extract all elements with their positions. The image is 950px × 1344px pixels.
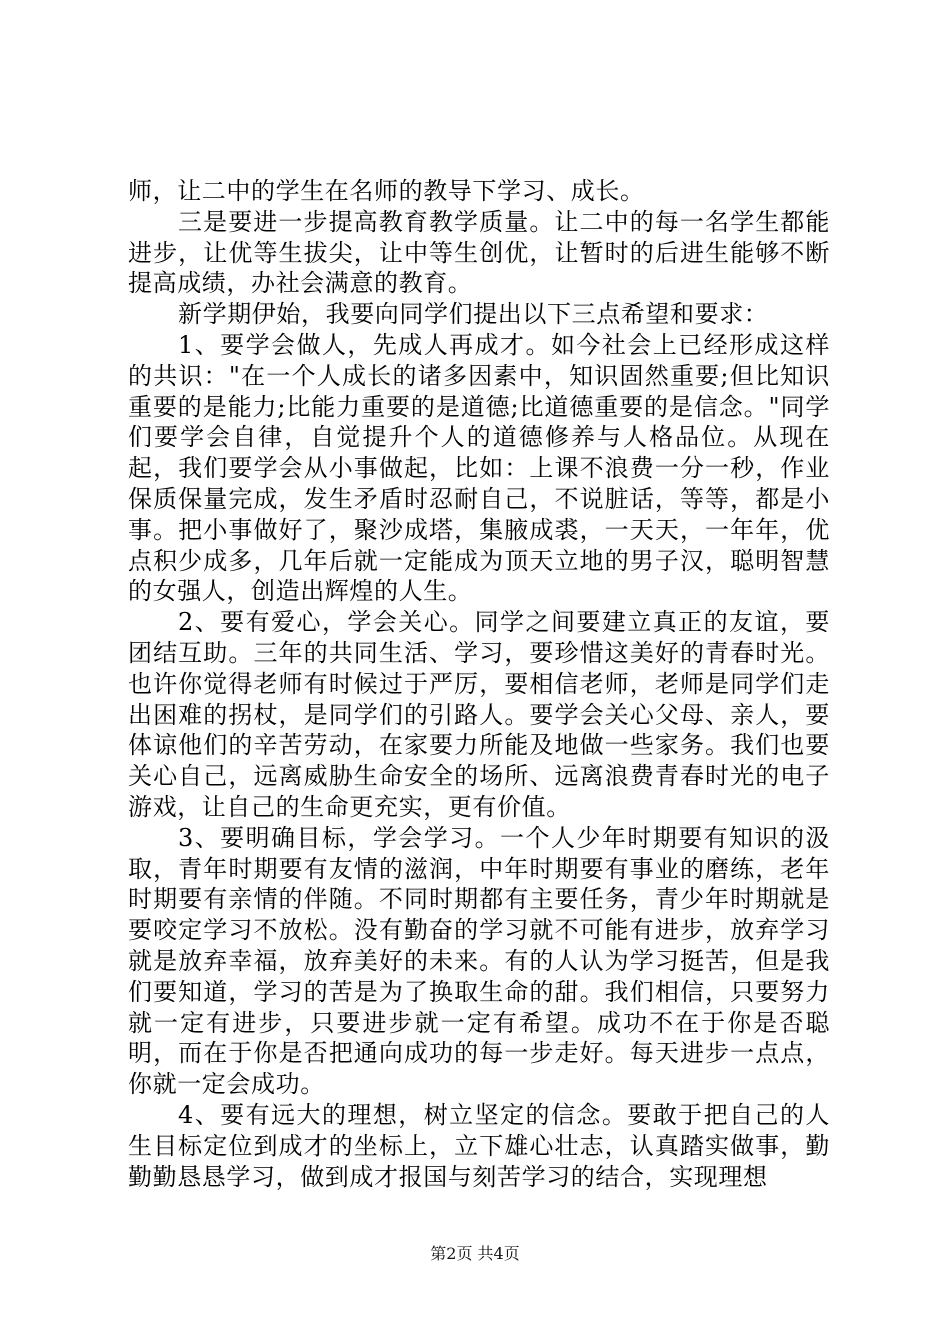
paragraph-requirement-4: 4、要有远大的理想，树立坚定的信念。要敢于把自己的人生目标定位到成才的坐标上，立下雄心壮志，认真踏实做事，勤勤勤恳恳学习，做到成才报国与刻苦学习的结合，实现理想: [128, 1100, 830, 1191]
paragraph-requirement-1: 1、要学会做人，先成人再成才。如今社会上已经形成这样的共识："在一个人成长的诸多因素中，知识固然重要;但比知识重要的是能力;比能力重要的是道德;比道德重要的是信念。"同学们要学会自律，自觉提升个人的道德修养与人格品位。从现在起，我们要学会从小事做起，比如：上课不浪费一分一秒，作业保质保量完成，发生矛盾时忍耐自己，不说脏话，等等，都是小事。把小事做好了，聚沙成塔，集腋成裘，一天天，一年年，优点积少成多，几年后就一定能成为顶天立地的男子汉，聪明智慧的女强人，创造出辉煌的人生。: [128, 330, 830, 606]
paragraph-requirement-2: 2、要有爱心，学会关心。同学之间要建立真正的友谊，要团结互助。三年的共同生活、学习，要珍惜这美好的青春时光。也许你觉得老师有时候过于严厉，要相信老师，老师是同学们走出困难的拐杖，是同学们的引路人。要学会关心父母、亲人，要体谅他们的辛苦劳动，在家要力所能及地做一些家务。我们也要关心自己，远离威胁生命安全的场所、远离浪费青春时光的电子游戏，让自己的生命更充实，更有价值。: [128, 608, 830, 821]
paragraph-intro-requirements: 新学期伊始，我要向同学们提出以下三点希望和要求：: [178, 300, 769, 329]
paragraph-point-three: 三是要进一步提高教育教学质量。让二中的每一名学生都能进步，让优等生拔尖，让中等生创优，让暂时的后进生能够不断提高成绩，办社会满意的教育。: [128, 207, 830, 298]
page-footer: 第2页 共4页: [430, 1244, 520, 1263]
paragraph-continuation: 师，让二中的学生在名师的教导下学习、成长。: [128, 177, 645, 205]
paragraph-requirement-3: 3、要明确目标，学会学习。一个人少年时期要有知识的汲取，青年时期要有友情的滋润，中年时期要有事业的磨练，老年时期要有亲情的伴随。不同时期都有主要任务，青少年时期就是要咬定学习不放松。没有勤奋的学习就不可能有进步，放弃学习就是放弃幸福，放弃美好的未来。有的人认为学习挺苦，但是我们要知道，学习的苦是为了换取生命的甜。我们相信，只要努力就一定有进步，只要进步就一定有希望。成功不在于你是否聪明，而在于你是否把通向成功的每一步走好。每天进步一点点，你就一定会成功。: [128, 823, 830, 1099]
document-body: [128, 176, 830, 1192]
